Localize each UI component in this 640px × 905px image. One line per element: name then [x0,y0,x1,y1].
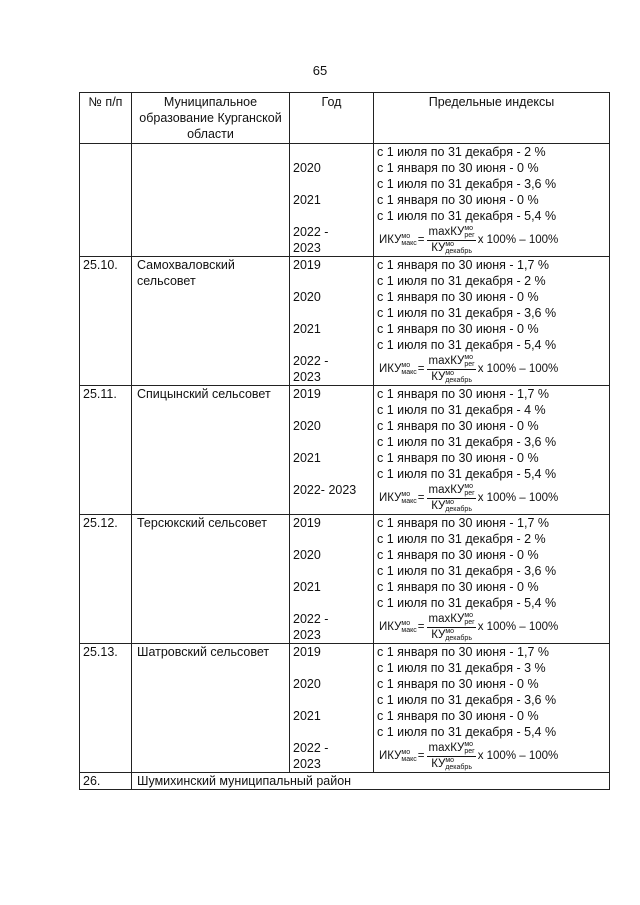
row-indices [374,515,610,644]
index-line: с 1 июля по 31 декабря - 5,4 % [377,596,557,610]
index-line: с 1 июля по 31 декабря - 2 % [377,274,546,288]
formula-left: ИКУ [379,492,402,504]
header-index: Предельные индексы [374,93,610,144]
row-num: 25.10. [80,257,132,386]
formula-left: ИКУ [379,234,402,246]
year-line: 2021 [293,322,321,336]
year-line: 2019 [293,258,321,272]
year-line [293,402,370,418]
row-municipality: Самохваловский сельсовет [132,257,290,386]
year-line [293,434,370,450]
index-line: с 1 июля по 31 декабря - 2 % [377,532,546,546]
index-line: с 1 января по 30 июня - 0 % [377,161,539,175]
index-line: с 1 июля по 31 декабря - 5,4 % [377,209,557,223]
index-line: с 1 января по 30 июня - 1,7 % [377,645,549,659]
year-line [293,498,370,514]
year-line: 2023 [293,757,321,771]
row-municipality: Шумихинский муниципальный район [132,773,610,790]
year-line: 2021 [293,580,321,594]
index-formula: ИКУ мо макс = maxКУ мо рег КУ мо декабрь x 100% – 100% [379,225,559,255]
index-line: с 1 июля по 31 декабря - 3,6 % [377,435,557,449]
year-line: 2022 - [293,354,329,368]
year-line [293,563,370,579]
year-line [293,208,370,224]
index-line: с 1 января по 30 июня - 0 % [377,677,539,691]
row-num [80,144,132,257]
year-line [293,144,370,160]
table-row [80,515,610,644]
index-line: с 1 января по 30 июня - 0 % [377,419,539,433]
index-line: с 1 января по 30 июня - 0 % [377,451,539,465]
index-line: с 1 июля по 31 декабря - 5,4 % [377,467,557,481]
index-formula: ИКУ мо макс = maxКУ мо рег КУ мо декабрь x 100% – 100% [379,741,559,771]
index-line: с 1 июля по 31 декабря - 2 % [377,145,546,159]
formula-left: ИКУ [379,750,402,762]
row-municipality: Терсюкский сельсовет [132,515,290,644]
year-line: 2020 [293,548,321,562]
row-years [290,515,374,644]
year-line: 2020 [293,290,321,304]
year-line: 2020 [293,161,321,175]
index-line: с 1 января по 30 июня - 0 % [377,580,539,594]
year-line: 2022 - [293,225,329,239]
year-line [293,531,370,547]
row-indices [374,644,610,773]
year-line: 2019 [293,516,321,530]
index-line: с 1 января по 30 июня - 1,7 % [377,387,549,401]
year-line [293,692,370,708]
year-line: 2019 [293,645,321,659]
table-row [80,386,610,515]
row-indices [374,257,610,386]
row-municipality [132,144,290,257]
year-line: 2022 - [293,612,329,626]
row-num: 25.12. [80,515,132,644]
formula-left: ИКУ [379,363,402,375]
table-header-row [80,93,610,144]
year-line [293,273,370,289]
row-num: 25.13. [80,644,132,773]
year-line [293,176,370,192]
index-line: с 1 июля по 31 декабря - 3 % [377,661,546,675]
row-years [290,644,374,773]
row-indices [374,386,610,515]
year-line: 2021 [293,193,321,207]
year-line [293,724,370,740]
year-line [293,337,370,353]
year-line: 2022- 2023 [293,483,357,497]
year-line: 2021 [293,451,321,465]
index-line: с 1 января по 30 июня - 0 % [377,322,539,336]
index-line: с 1 января по 30 июня - 1,7 % [377,516,549,530]
index-line: с 1 июля по 31 декабря - 4 % [377,403,546,417]
year-line: 2019 [293,387,321,401]
row-years [290,144,374,257]
index-line: с 1 января по 30 июня - 0 % [377,709,539,723]
index-formula: ИКУ мо макс = maxКУ мо рег КУ мо декабрь x 100% – 100% [379,354,559,384]
index-line: с 1 июля по 31 декабря - 5,4 % [377,725,557,739]
row-num: 25.11. [80,386,132,515]
row-years [290,257,374,386]
year-line: 2023 [293,628,321,642]
year-line [293,466,370,482]
row-municipality: Спицынский сельсовет [132,386,290,515]
year-line: 2023 [293,370,321,384]
index-line: с 1 июля по 31 декабря - 3,6 % [377,177,557,191]
page-number: 65 [312,63,328,78]
year-line: 2021 [293,709,321,723]
row-municipality: Шатровский сельсовет [132,644,290,773]
year-line [293,595,370,611]
index-line: с 1 июля по 31 декабря - 3,6 % [377,564,557,578]
index-line: с 1 января по 30 июня - 0 % [377,193,539,207]
index-line: с 1 июля по 31 декабря - 3,6 % [377,306,557,320]
header-municipality: Муниципальное образование Курганской области [132,93,290,144]
tariff-index-table [79,92,610,790]
formula-left: ИКУ [379,621,402,633]
row-years [290,386,374,515]
year-line: 2020 [293,677,321,691]
row-num: 26. [80,773,132,790]
table-row [80,644,610,773]
index-line: с 1 июля по 31 декабря - 5,4 % [377,338,557,352]
header-year: Год [290,93,374,144]
row-indices [374,144,610,257]
table-row-continuation [80,144,610,257]
index-formula: ИКУ мо макс = maxКУ мо рег КУ мо декабрь x 100% – 100% [379,483,559,513]
header-num: № п/п [80,93,132,144]
year-line: 2023 [293,241,321,255]
index-line: с 1 июля по 31 декабря - 3,6 % [377,693,557,707]
year-line [293,660,370,676]
index-formula: ИКУ мо макс = maxКУ мо рег КУ мо декабрь x 100% – 100% [379,612,559,642]
table-row [80,257,610,386]
year-line: 2022 - [293,741,329,755]
index-line: с 1 января по 30 июня - 1,7 % [377,258,549,272]
table-row-final [80,773,610,790]
index-line: с 1 января по 30 июня - 0 % [377,548,539,562]
year-line [293,305,370,321]
year-line: 2020 [293,419,321,433]
index-line: с 1 января по 30 июня - 0 % [377,290,539,304]
